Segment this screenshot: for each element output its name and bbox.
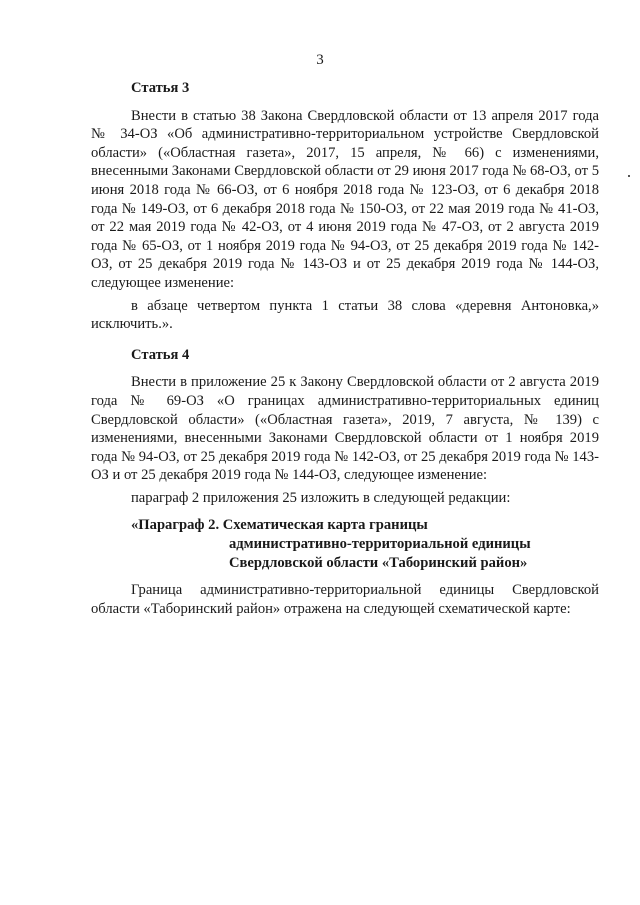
page-number: 3 — [316, 52, 324, 68]
paragraph-2-title-line-3: Свердловской области «Таборинский район» — [229, 554, 528, 571]
paragraph-2-title-line-1: «Параграф 2. Схематическая карта границы — [131, 517, 428, 534]
article-4-amendment: параграф 2 приложения 25 изложить в следующей редакции: — [131, 489, 511, 506]
document-body — [91, 79, 599, 618]
article-4-heading: Статья 4 — [131, 346, 190, 363]
article-3-text: Внести в статью 38 Закона Свердловской области от 13 апреля 2017 года № 34-ОЗ «Об административно-территориальном устройстве Свердловской области» («Областная газета», 2017, 15 апреля, № 66) с изменениями, внесенными Законами Свердловской области от 29 июня 2017 года № 68-ОЗ, от 5 июня 2018 года № 66-ОЗ, от 6 ноября 2018 года № 123-ОЗ, от 6 декабря 2018 года № 149-ОЗ, от 6 декабря 2018 года № 150-ОЗ, от 22 мая 2019 года № 41-ОЗ, от 22 мая 2019 года № 42-ОЗ, от 4 июня 2019 года № 47-ОЗ, от 2 августа 2019 года № 65-ОЗ, от 1 ноября 2019 года № 94-ОЗ, от 25 декабря 2019 года № 142-ОЗ, от 25 декабря 2019 года № 143-ОЗ и от 25 декабря 2019 года № 144-ОЗ, следующее изменение: — [91, 107, 599, 291]
article-3-heading: Статья 3 — [131, 80, 190, 96]
article-4-text: Внести в приложение 25 к Закону Свердловской области от 2 августа 2019 года № 69-ОЗ «О границах административно-территориальных единиц Свердловской области» («Областная газета», 2019, 7 августа, № 139) с изменениями, внесенными Законами Свердловской области от 1 ноября 2019 года № 94-ОЗ, от 25 декабря 2019 года № 142-ОЗ, от 25 декабря 2019 года № 143-ОЗ и от 25 декабря 2019 года № 144-ОЗ, следующее изменение: — [91, 374, 599, 484]
paragraph-2-text: Граница административно-территориальной единицы Свердловской области «Таборинский район» отражена на следующей схематической карте: — [91, 582, 599, 617]
article-3-amendment: в абзаце четвертом пункта 1 статьи 38 слова «деревня Антоновка,» исключить.». — [91, 297, 599, 333]
paragraph-2-title — [91, 516, 599, 572]
margin-mark — [628, 175, 630, 177]
paragraph-2-title-line-2: административно-территориальной единицы — [229, 536, 531, 553]
